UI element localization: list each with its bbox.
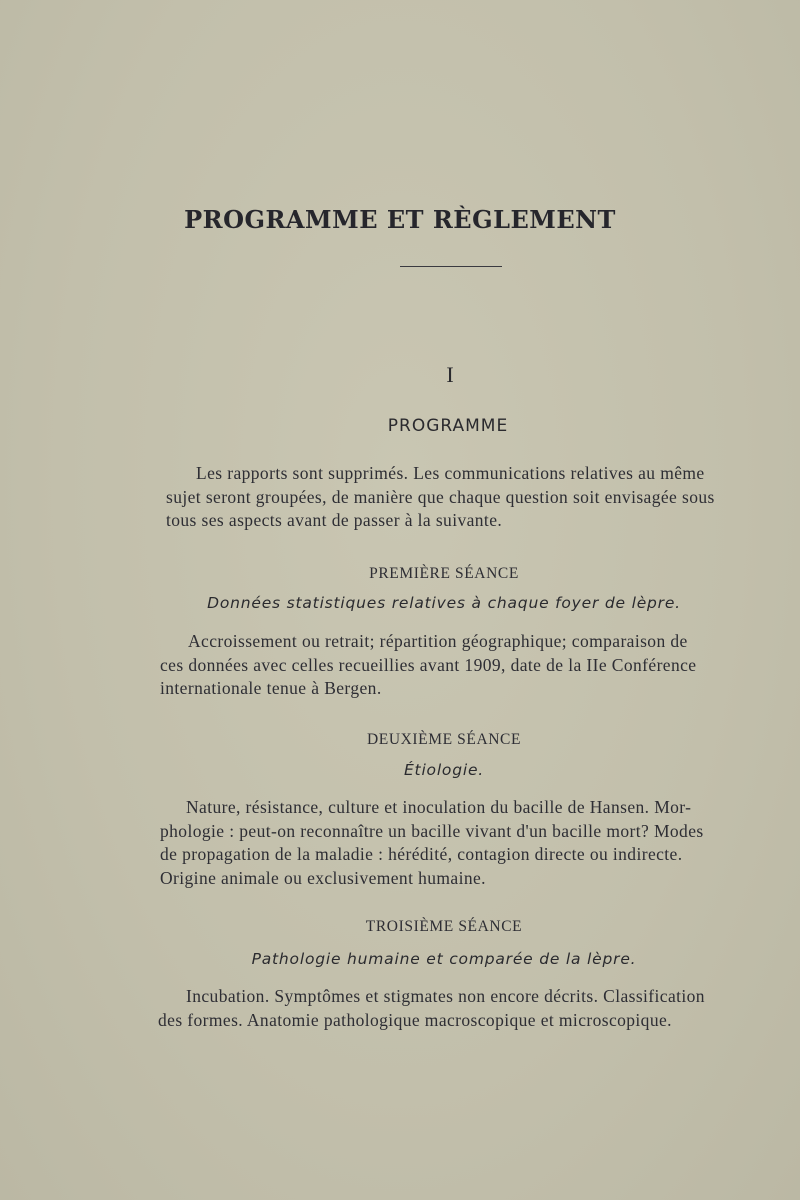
- paragraph-line: des formes. Anatomie pathologique macroscopique et microscopique.: [158, 1009, 672, 1030]
- paragraph-line: Accroissement ou retrait; répartition géographique; comparaison de: [188, 631, 688, 651]
- seance-heading: TROISIÈME SÉANCE: [365, 918, 523, 935]
- seance-heading: DEUXIÈME SÉANCE: [366, 731, 522, 748]
- seance-subject: Données statistiques relatives à chaque foyer de lèpre.: [207, 594, 681, 612]
- paragraph-line: phologie : peut-on reconnaître un bacille vivant d'un bacille mort? Modes: [160, 820, 704, 841]
- seance-heading: PREMIÈRE SÉANCE: [369, 565, 519, 582]
- paragraph-line: Origine animale ou exclusivement humaine.: [160, 867, 486, 888]
- seance-paragraph: [160, 630, 726, 701]
- seance-subject: Pathologie humaine et comparée de la lèpre.: [251, 950, 637, 968]
- seance-paragraph: [160, 796, 726, 890]
- intro-paragraph: [166, 462, 726, 533]
- intro-line: tous ses aspects avant de passer à la suivante.: [166, 510, 503, 530]
- page-title: PROGRAMME ET RÈGLEMENT: [184, 205, 616, 234]
- intro-line: Les rapports sont supprimés. Les communications relatives au même: [196, 463, 705, 483]
- seance-paragraph: [158, 985, 726, 1032]
- paragraph-line: Incubation. Symptômes et stigmates non encore décrits. Classification: [186, 986, 705, 1006]
- title-rule: [400, 266, 502, 267]
- seance-subject: Étiologie.: [403, 761, 485, 779]
- section-title: PROGRAMME: [387, 416, 509, 436]
- paragraph-line: Nature, résistance, culture et inoculation du bacille de Hansen. Mor-: [186, 797, 692, 817]
- intro-line: sujet seront groupées, de manière que chaque question soit envisagée sous: [166, 486, 715, 507]
- paragraph-line: de propagation de la maladie : hérédité, contagion directe ou indirecte.: [160, 844, 683, 864]
- part-number: I: [446, 362, 454, 387]
- paragraph-line: internationale tenue à Bergen.: [160, 678, 382, 698]
- paragraph-line: ces données avec celles recueillies avant 1909, date de la IIe Conférence: [160, 654, 697, 675]
